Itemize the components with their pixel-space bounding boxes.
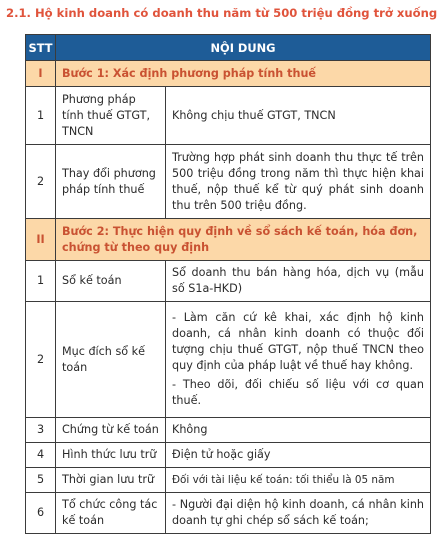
table-row [26,418,431,443]
table-row [26,493,431,534]
row-number: 4 [26,443,56,468]
section-number: II [26,219,56,261]
table-row [26,302,431,418]
row-number: 3 [26,418,56,443]
table-header-row [26,35,431,61]
section-number: I [26,61,56,87]
row-paragraph: Đối với tài liệu kế toán: tối thiểu là 05 năm [172,474,395,486]
row-number: 6 [26,493,56,534]
row-paragraph: Điện tử hoặc giấy [172,448,271,461]
table-row [26,261,431,302]
row-description [166,493,431,534]
row-paragraph: - Người đại diện hộ kinh doanh, cá nhân kinh doanh tự ghi chép sổ sách kế toán; [172,498,425,527]
section-title: Bước 2: Thực hiện quy định về sổ sách kế toán, hóa đơn, chứng từ theo quy định [56,219,431,261]
row-number: 1 [26,87,56,145]
row-description [166,87,431,145]
section-title: Bước 1: Xác định phương pháp tính thuế [56,61,431,87]
row-label: Tổ chức công tác kế toán [56,493,166,534]
row-number: 2 [26,145,56,219]
row-label: Hình thức lưu trữ [56,443,166,468]
row-description [166,468,431,493]
row-description [166,302,431,418]
row-description [166,145,431,219]
row-number: 5 [26,468,56,493]
row-paragraph: Không [172,423,208,436]
row-label: Thời gian lưu trữ [56,468,166,493]
row-description [166,261,431,302]
row-paragraph: - Làm căn cứ kê khai, xác định hộ kinh doanh, cá nhân kinh doanh có thuộc đối tượng chịu thuế GTGT, nộp thuế TNCN theo quy định của pháp luật về thuế hay không. [172,311,425,372]
header-stt: STT [26,35,56,61]
row-label: Thay đổi phương pháp tính thuế [56,145,166,219]
table-row [26,87,431,145]
row-description [166,418,431,443]
table-row [26,443,431,468]
row-paragraph: Trường hợp phát sinh doanh thu thực tế trên 500 triệu đồng trong năm thì thực hiện khai thuế, nộp thuế kể từ quý phát sinh doanh thu trên 500 triệu đồng. [172,150,425,212]
row-number: 2 [26,302,56,418]
row-description [166,443,431,468]
row-label: Sổ kế toán [56,261,166,302]
section-row-2 [26,219,431,261]
tax-procedure-table [25,34,431,534]
section-row-1 [26,61,431,87]
section-heading: 2.1. Hộ kinh doanh có doanh thu năm từ 500 triệu đồng trở xuống [6,6,438,20]
row-label: Chứng từ kế toán [56,418,166,443]
table-row [26,145,431,219]
row-label: Phương pháp tính thuế GTGT, TNCN [56,87,166,145]
header-content: NỘI DUNG [56,35,431,61]
row-number: 1 [26,261,56,302]
row-paragraph: Sổ doanh thu bán hàng hóa, dịch vụ (mẫu số S1a-HKD) [172,266,425,295]
table-row [26,468,431,493]
row-paragraph: - Theo dõi, đối chiếu số liệu với cơ quan thuế. [172,378,425,407]
row-paragraph: Không chịu thuế GTGT, TNCN [172,108,336,122]
row-label: Mục đích sổ kế toán [56,302,166,418]
